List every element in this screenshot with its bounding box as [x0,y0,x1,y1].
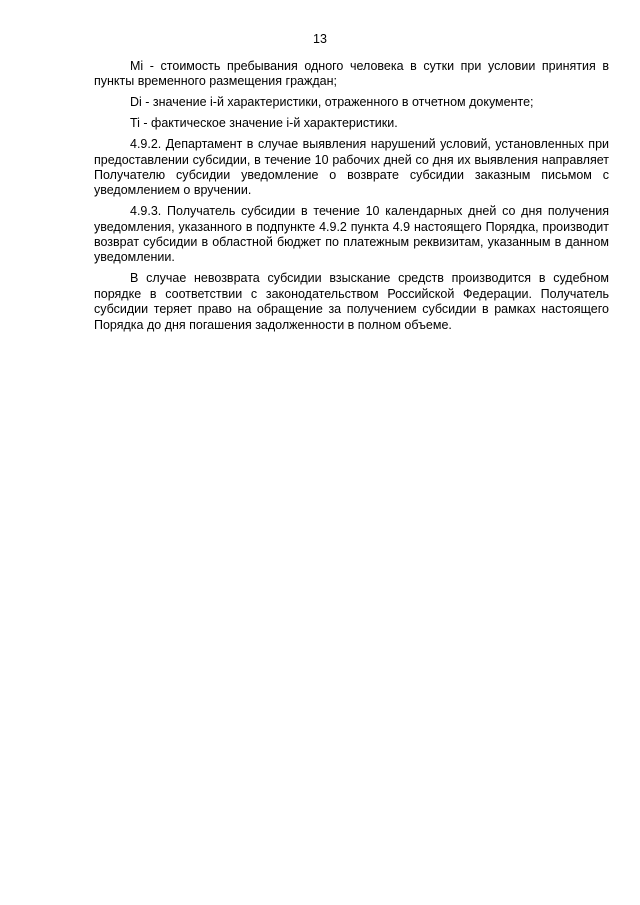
paragraph-di-definition: Di - значение i-й характеристики, отраженного в отчетном документе; [130,95,534,110]
paragraph-ti-definition: Ti - фактическое значение i-й характеристики. [130,116,398,131]
paragraph-mi-definition: Mi - стоимость пребывания одного человека в сутки при условии принятия в пункты временного размещения граждан; [94,59,609,89]
page-number: 13 [313,32,327,46]
paragraph-4-9-3: 4.9.3. Получатель субсидии в течение 10 календарных дней со дня получения уведомления, указанного в подпункте 4.9.2 пункта 4.9 настоящего Порядка, производит возврат субсидии в областной бюджет по платежным реквизитам, указанным в данном уведомлении. [94,204,609,265]
document-body [94,59,609,339]
paragraph-4-9-2: 4.9.2. Департамент в случае выявления нарушений условий, установленных при предоставлении субсидии, в течение 10 рабочих дней со дня их выявления направляет Получателю субсидии уведомление о возврате субсидии заказным письмом с уведомлением о вручении. [94,137,609,198]
paragraph-non-return: В случае невозврата субсидии взыскание средств производится в судебном порядке в соответствии с законодательством Российской Федерации. Получатель субсидии теряет право на обращение за получением субсидии в рамках настоящего Порядка до дня погашения задолженности в полном объеме. [94,271,609,332]
